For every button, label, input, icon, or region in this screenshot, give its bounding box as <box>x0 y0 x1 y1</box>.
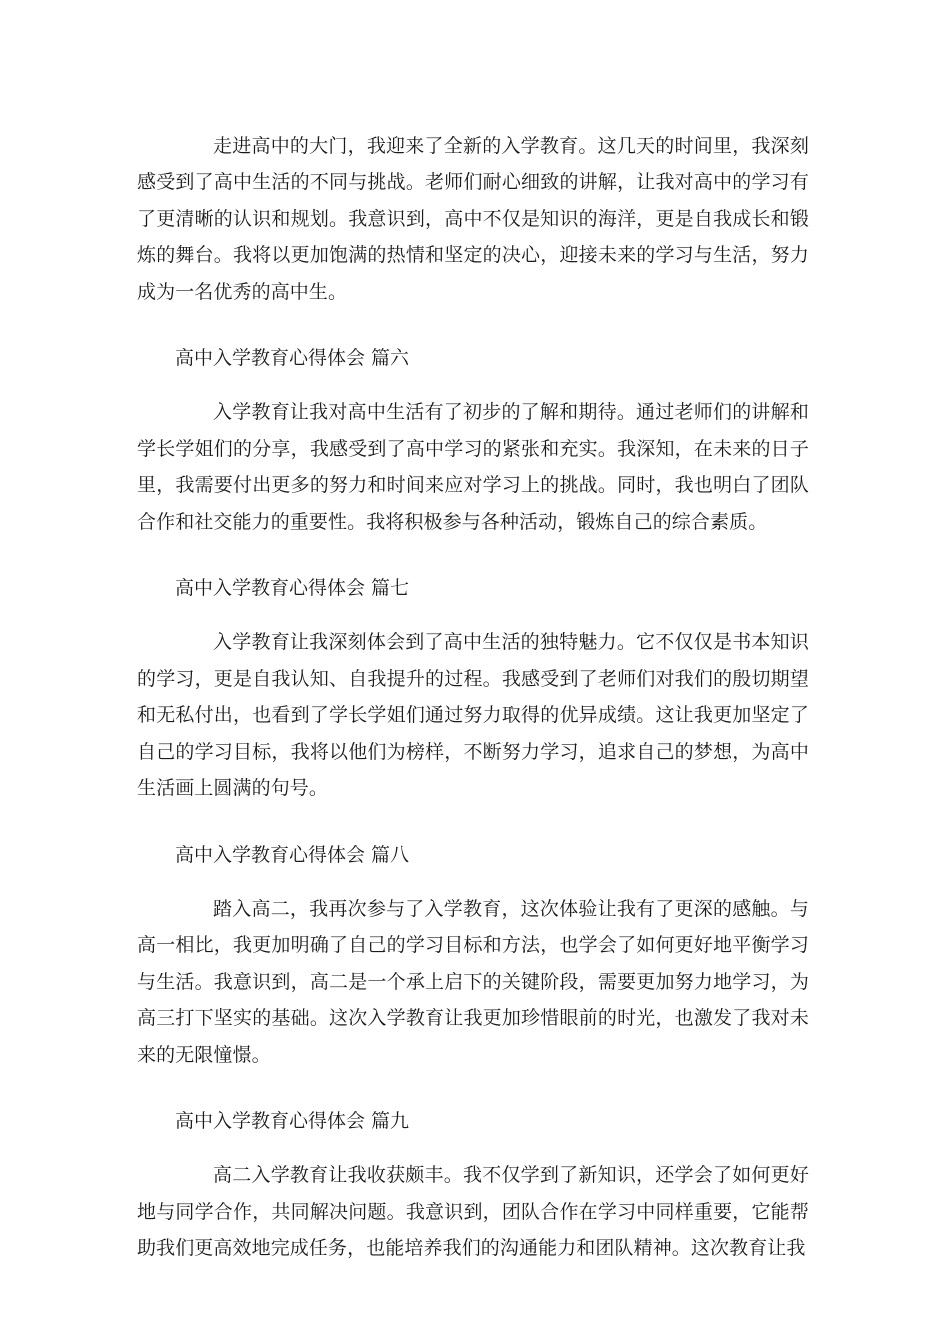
paragraph-4: 踏入高二，我再次参与了入学教育，这次体验让我有了更深的感触。与高一相比，我更加明确了自己的学习目标和方法，也学会了如何更好地平衡学习与生活。我意识到，高二是一个承上启下的关键阶段，需要更加努力地学习，为高三打下坚实的基础。这次入学教育让我更加珍惜眼前的时光，也激发了我对未来的无限憧憬。 <box>137 897 809 1066</box>
spacer <box>137 873 809 891</box>
spacer <box>137 540 809 570</box>
paragraph-3: 入学教育让我深刻体会到了高中生活的独特魅力。它不仅仅是书本知识的学习，更是自我认知、自我提升的过程。我感受到了老师们对我们的殷切期望和无私付出，也看到了学长学姐们通过努力取得的优异成绩。这让我更加坚定了自己的学习目标，我将以他们为榜样，不断努力学习，追求自己的梦想，为高中生活画上圆满的句号。 <box>137 631 809 800</box>
section-heading-6: 高中入学教育心得体会 篇六 <box>175 347 410 370</box>
paragraph-5: 高二入学教育让我收获颇丰。我不仅学到了新知识，还学会了如何更好地与同学合作，共同解决问题。我意识到，团队合作在学习中同样重要，它能帮助我们更高效地完成任务，也能培养我们的沟通能力和团队精神。这次教育让我 <box>137 1164 809 1260</box>
section-heading-9: 高中入学教育心得体会 篇九 <box>175 1109 410 1132</box>
section-heading-7: 高中入学教育心得体会 篇七 <box>175 577 410 600</box>
paragraph-2: 入学教育让我对高中生活有了初步的了解和期待。通过老师们的讲解和学长学姐们的分享，我感受到了高中学习的紧张和充实。我深知，在未来的日子里，我需要付出更多的努力和时间来应对学习上的挑战。同时，我也明白了团队合作和社交能力的重要性。我将积极参与各种活动，锻炼自己的综合素质。 <box>137 401 809 533</box>
spacer <box>137 376 809 394</box>
spacer <box>137 606 809 624</box>
spacer <box>137 807 809 837</box>
paragraph-1: 走进高中的大门，我迎来了全新的入学教育。这几天的时间里，我深刻感受到了高中生活的不同与挑战。老师们耐心细致的讲解，让我对高中的学习有了更清晰的认识和规划。我意识到，高中不仅是知识的海洋，更是自我成长和锻炼的舞台。我将以更加饱满的热情和坚定的决心，迎接未来的学习与生活，努力成为一名优秀的高中生。 <box>137 135 809 303</box>
spacer <box>137 310 809 340</box>
document-body <box>137 128 809 1267</box>
spacer <box>137 1073 809 1103</box>
section-heading-8: 高中入学教育心得体会 篇八 <box>175 843 410 866</box>
spacer <box>137 1139 809 1157</box>
